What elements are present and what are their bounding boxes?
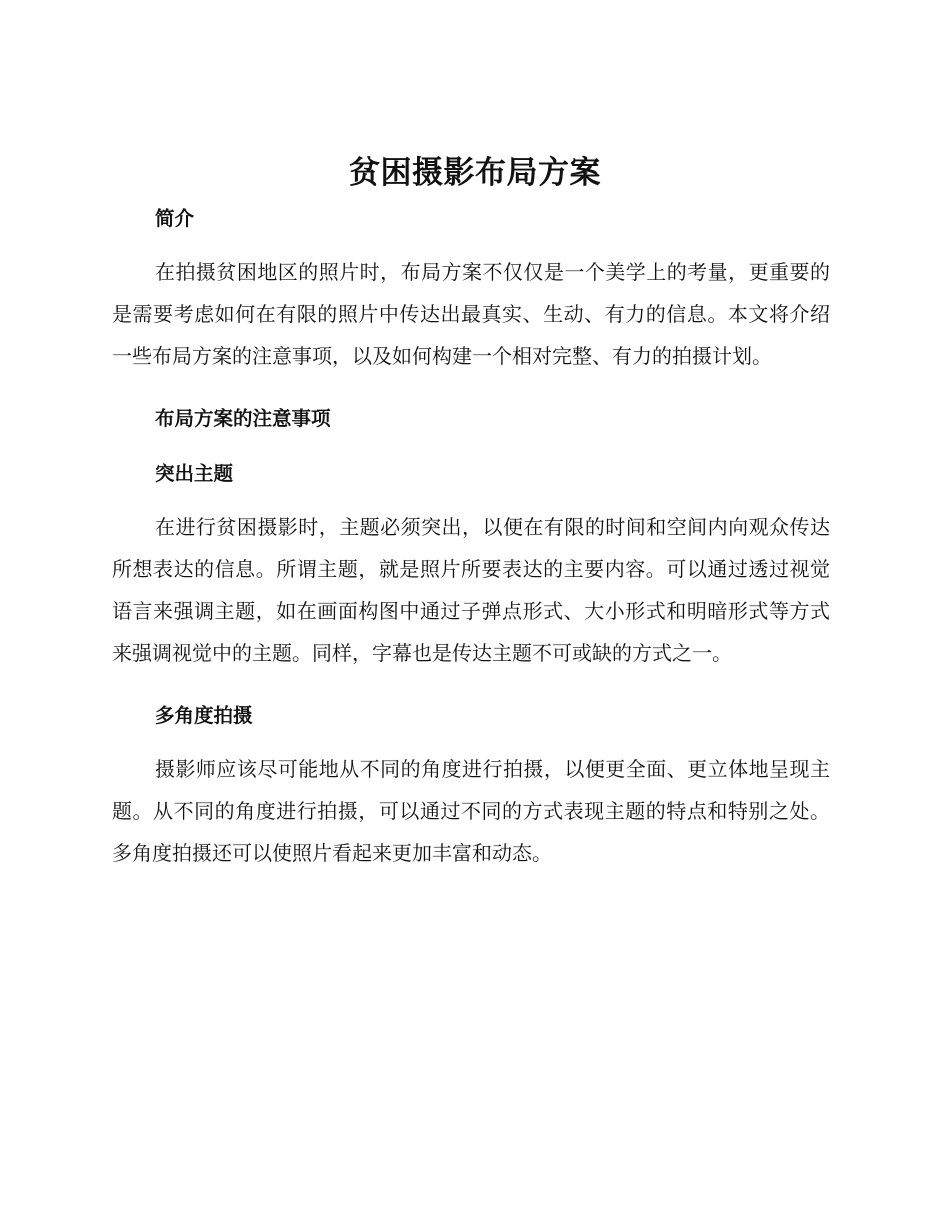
section-paragraph-multi-angle: 摄影师应该尽可能地从不同的角度进行拍摄，以便更全面、更立体地呈现主题。从不同的角度进行拍摄，可以通过不同的方式表现主题的特点和特别之处。多角度拍摄还可以使照片看起来更加丰富和动态。 [112, 757, 830, 865]
section-heading-multi-angle: 多角度拍摄 [155, 704, 253, 727]
section-paragraph-highlight-subject: 在进行贫困摄影时，主题必须突出，以便在有限的时间和空间内向观众传达所想表达的信息。所谓主题，就是照片所要表达的主要内容。可以通过透过视觉语言来强调主题，如在画面构图中通过子弹点形式、大小形式和明暗形式等方式来强调视觉中的主题。同样，字幕也是传达主题不可或缺的方式之一。 [112, 515, 830, 665]
document-body [112, 148, 830, 874]
section-heading-layout-notes: 布局方案的注意事项 [155, 407, 331, 430]
section-heading-highlight-subject: 突出主题 [155, 462, 234, 485]
section-heading-intro: 简介 [155, 207, 195, 230]
document-title: 贫困摄影布局方案 [349, 155, 601, 191]
section-paragraph-intro: 在拍摄贫困地区的照片时，布局方案不仅仅是一个美学上的考量，更重要的是需要考虑如何在有限的照片中传达出最真实、生动、有力的信息。本文将介绍一些布局方案的注意事项，以及如何构建一个相对完整、有力的拍摄计划。 [112, 260, 830, 368]
